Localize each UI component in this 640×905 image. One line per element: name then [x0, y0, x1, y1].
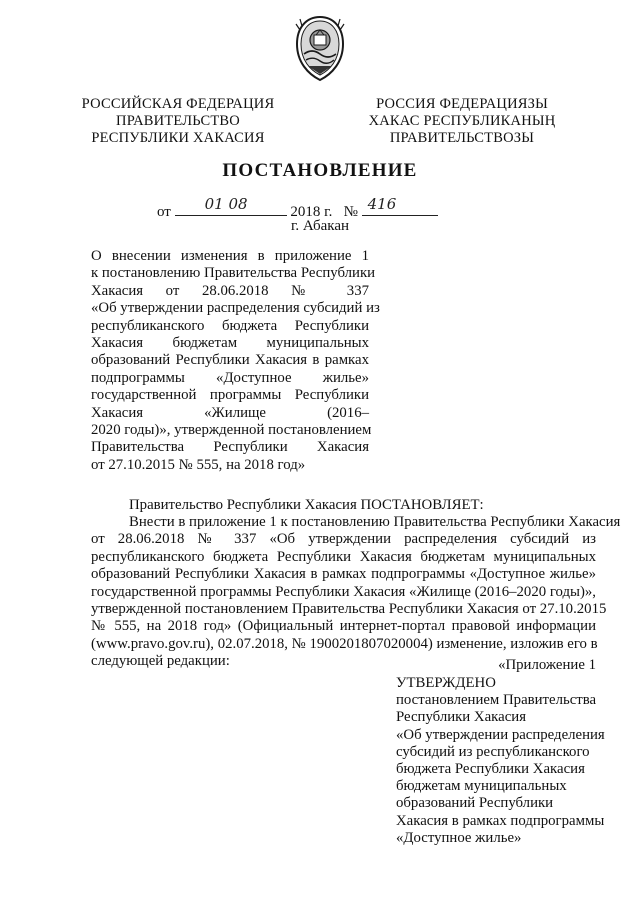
appendix-line: постановлением Правительства: [396, 692, 597, 709]
subject-line: Правительства Республики Хакасия: [91, 439, 369, 456]
appendix-line: «Доступное жилье»: [396, 829, 522, 846]
header-left-russian: [78, 96, 278, 147]
number-handwritten: 416: [367, 195, 397, 213]
header-left-line: РОССИЙСКАЯ ФЕДЕРАЦИЯ: [81, 96, 275, 112]
city-label: г. Абакан: [290, 218, 350, 234]
amendment-line: (www.pravo.gov.ru), 02.07.2018, № 1900201807020004) изменение, изложив его в: [91, 635, 598, 652]
appendix-line: УТВЕРЖДЕНО: [396, 675, 496, 691]
amendment-line: Внести в приложение 1 к постановлению Правительства Республики Хакасия: [129, 514, 621, 530]
resolution-paragraph: [91, 497, 596, 514]
year-label: 2018 г.: [290, 204, 333, 220]
subject-line: образований Республики Хакасия в рамках: [91, 352, 369, 369]
header-left-line: ПРАВИТЕЛЬСТВО: [116, 113, 240, 129]
amendment-line: республиканского бюджета Республики Хакасия бюджетам муниципальных: [91, 548, 596, 565]
resolution-text: Правительство Республики Хакасия ПОСТАНОВЛЯЕТ:: [129, 497, 484, 513]
date-prefix: от: [157, 204, 171, 220]
document-title: ПОСТАНОВЛЕНИЕ: [222, 160, 418, 181]
header-left-line: РЕСПУБЛИКИ ХАКАСИЯ: [91, 130, 265, 146]
subject-line: Хакасия от 28.06.2018 № 337: [91, 282, 369, 299]
header-right-line: ПРАВИТЕЛЬСТВОЗЫ: [389, 130, 535, 146]
date-field: [175, 195, 287, 216]
amendment-line: № 555, на 2018 год» (Официальный интернет-портал правовой информации: [91, 618, 596, 635]
date-handwritten: 01 08: [204, 195, 248, 213]
header-right-khakas: [362, 96, 562, 147]
amendment-line: следующей редакции:: [91, 653, 230, 670]
appendix-approval-block: [396, 675, 616, 847]
appendix-line: бюджета Республики Хакасия: [396, 761, 585, 778]
subject-line: 2020 годы)», утвержденной постановлением: [91, 422, 372, 439]
appendix-heading: «Приложение 1: [498, 657, 596, 673]
amendment-paragraph: [91, 514, 621, 671]
subject-line: Хакасия «Жилище (2016–: [91, 404, 369, 421]
subject-line: «Об утверждении распределения субсидий из: [91, 300, 380, 317]
header-right-line: РОССИЯ ФЕДЕРАЦИЯЗЫ: [376, 96, 548, 112]
appendix-line: Хакасия в рамках подпрограммы: [396, 812, 605, 829]
amendment-line: утвержденной постановлением Правительства Республики Хакасия от 27.10.2015: [91, 601, 607, 618]
subject-line: государственной программы Республики: [91, 387, 369, 404]
appendix-line: образований Республики: [396, 795, 554, 812]
appendix-line: «Об утверждении распределения: [396, 726, 605, 743]
amendment-line: образований Республики Хакасия в рамках подпрограммы «Доступное жилье»: [91, 566, 596, 583]
subject-line: Хакасия бюджетам муниципальных: [91, 335, 369, 352]
appendix-line: Республики Хакасия: [396, 709, 527, 726]
document-subject: [91, 248, 380, 474]
amendment-line: государственной программы Республики Хакасия «Жилище (2016–2020 годы)»,: [91, 583, 596, 600]
appendix-line: субсидий из республиканского: [396, 743, 590, 760]
subject-line: подпрограммы «Доступное жилье»: [91, 369, 369, 386]
amendment-line: от 28.06.2018 № 337 «Об утверждении распределения субсидий из: [91, 531, 596, 548]
number-sign: №: [343, 204, 358, 220]
subject-line: от 27.10.2015 № 555, на 2018 год»: [91, 456, 306, 473]
appendix-line: бюджетам муниципальных: [396, 778, 567, 795]
subject-line: О внесении изменения в приложение 1: [91, 248, 369, 264]
number-field: [362, 195, 438, 216]
header-right-line: ХАКАС РЕСПУБЛИКАНЫҢ: [368, 113, 556, 129]
subject-line: к постановлению Правительства Республики: [91, 265, 376, 282]
hakasia-coat-of-arms-icon: [292, 14, 348, 84]
subject-line: республиканского бюджета Республики: [91, 317, 369, 334]
